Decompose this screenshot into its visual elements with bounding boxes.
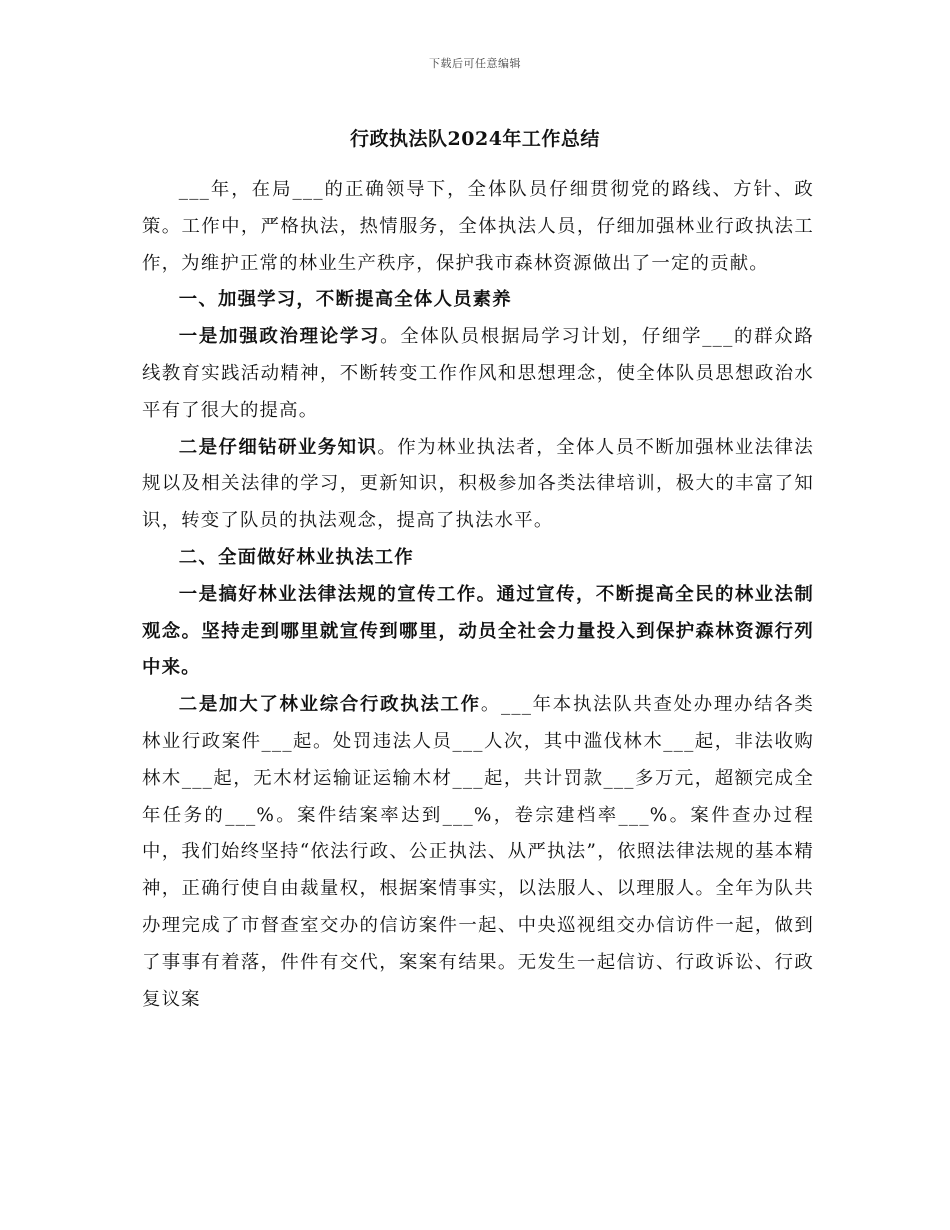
section-2-paragraph-2-text: 。___年本执法队共查处办理办结各类林业行政案件___起。处罚违法人员___人次，其中滥伐林木___起，非法收购林木___起，无木材运输证运输木材___起，共计罚款___多万元，超额完成全年任务的___%。案件结案率达到___%，卷宗建档率___%。案件查办过程中，我们始终坚持“依法行政、公正执法、从严执法”，依照法律法规的基本精神，正确行使自由裁量权，根据案情事实，以法服人、以理服人。全年为队共办理完成了市督查室交办的信访案件一起、中央巡视组交办信访件一起，做到了事事有着落，件件有交代，案案有结果。无发生一起信访、行政诉讼、行政复议案	[142, 694, 814, 1010]
section-1-paragraph-2-lead: 二是仔细钻研业务知识	[178, 436, 378, 458]
section-2-heading: 二、全面做好林业执法工作	[178, 546, 414, 568]
section-1-paragraph-1-lead: 一是加强政治理论学习	[178, 326, 381, 348]
intro-paragraph: ___年，在局___的正确领导下，全体队员仔细贯彻党的路线、方针、政策。工作中，严格执法，热情服务，全体执法人员，仔细加强林业行政执法工作，为维护正常的林业生产秩序，保护我市森林资源做出了一定的贡献。	[142, 179, 814, 274]
section-1-paragraph-1-text: 。全体队员根据局学习计划，仔细学___的群众路线教育实践活动精神，不断转变工作作风和思想理念，使全体队员思想政治水平有了很大的提高。	[142, 326, 814, 421]
section-1-paragraph-2-text: 。作为林业执法者，全体人员不断加强林业法律法规以及相关法律的学习，更新知识，积极参加各类法律培训，极大的丰富了知识，转变了队员的执法观念，提高了执法水平。	[142, 436, 814, 532]
page-header: 下载后可任意编辑	[429, 57, 521, 70]
section-2-paragraph-1: 一是搞好林业法律法规的宣传工作。通过宣传，不断提高全民的林业法制观念。坚持走到哪里就宣传到哪里，动员全社会力量投入到保护森林资源行列中来。	[142, 583, 814, 679]
section-2-paragraph-2-lead: 二是加大了林业综合行政执法工作	[178, 694, 481, 716]
section-1-heading: 一、加强学习，不断提高全体人员素养	[178, 289, 512, 311]
section-2-paragraph-2	[142, 687, 814, 1018]
section-1-paragraph-2	[142, 430, 814, 540]
section-1-paragraph-1	[142, 319, 814, 429]
document-body	[142, 172, 814, 1018]
document-title: 行政执法队2024年工作总结	[350, 128, 600, 150]
